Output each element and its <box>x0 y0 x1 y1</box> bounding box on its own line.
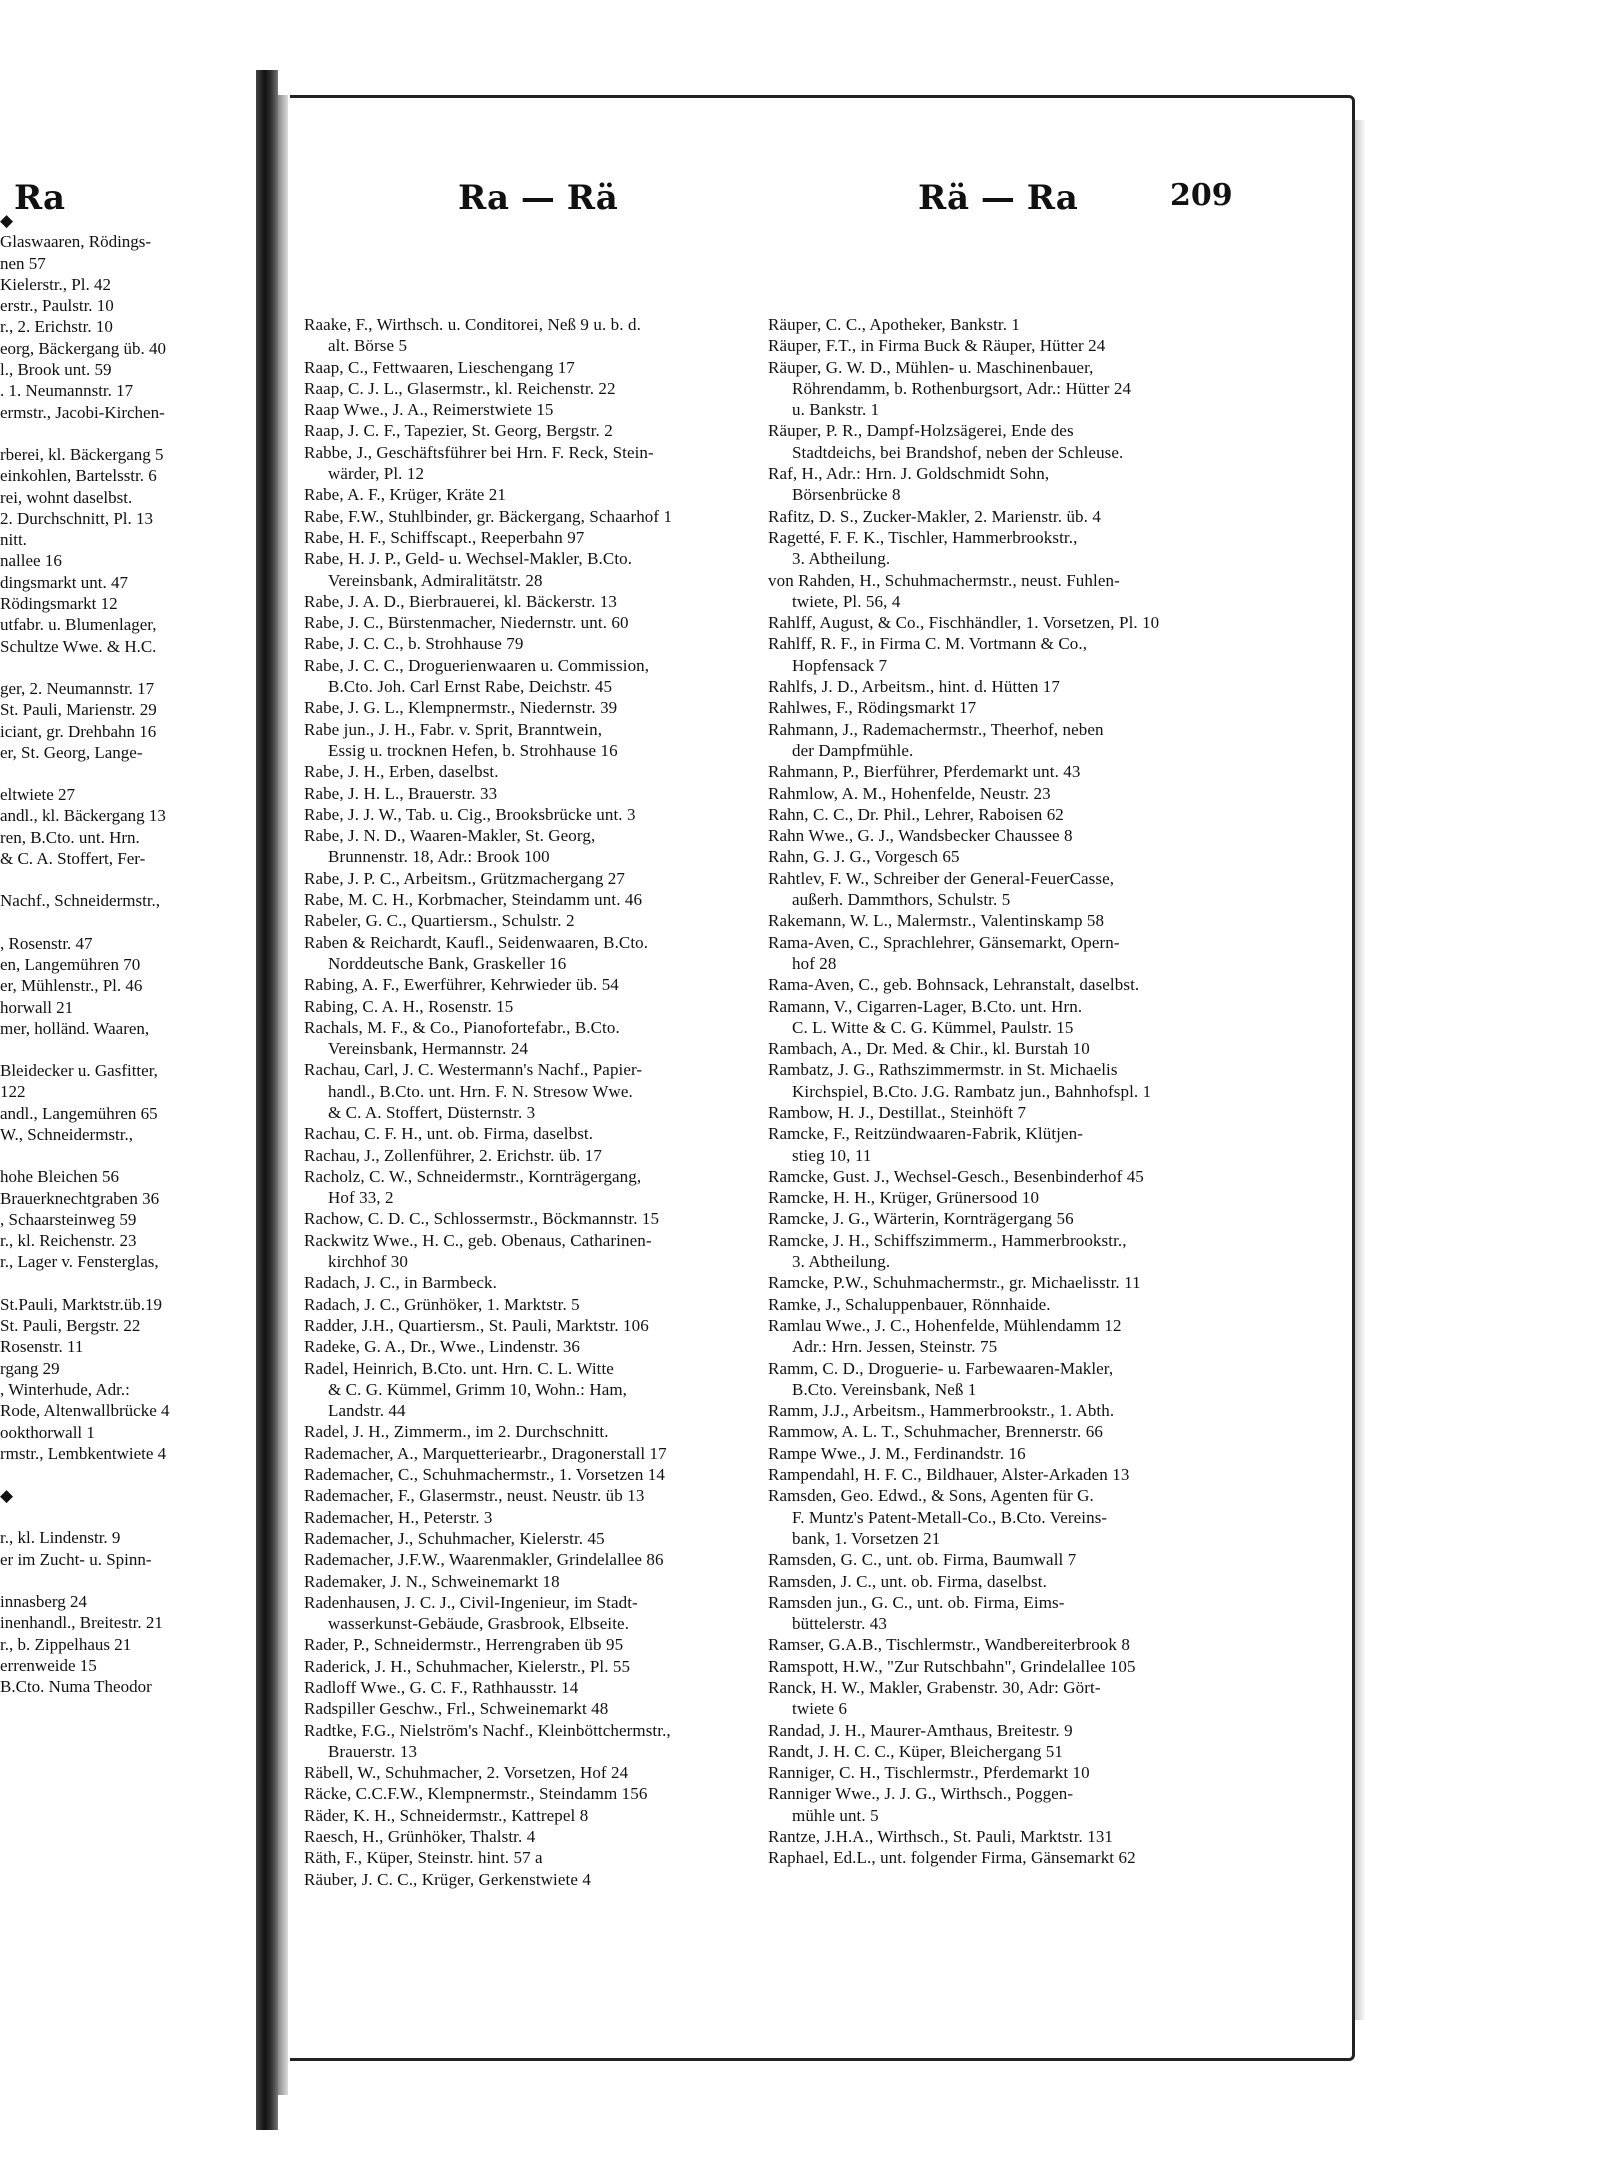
left-page-line: r., kl. Lindenstr. 9 <box>0 1528 121 1548</box>
left-page-line: eorg, Bäckergang üb. 40 <box>0 338 167 358</box>
entry-continuation: hof 28 <box>792 953 837 973</box>
directory-entry: Ranniger Wwe., J. J. G., Wirthsch., Poggen- <box>768 1784 1074 1804</box>
left-page-line: St. Pauli, Bergstr. 22 <box>0 1316 141 1336</box>
left-page-line: Rödingsmarkt 12 <box>0 594 118 614</box>
directory-entry: Raap, C. J. L., Glasermstr., kl. Reichenstr. 22 <box>304 378 616 398</box>
left-page-line: r., b. Zippelhaus 21 <box>0 1634 132 1654</box>
directory-entry: Rademaker, J. N., Schweinemarkt 18 <box>304 1571 560 1591</box>
directory-entry: Ranniger, C. H., Tischlermstr., Pferdemarkt 10 <box>768 1763 1090 1783</box>
directory-entry: Rabe, A. F., Krüger, Kräte 21 <box>304 485 506 505</box>
entry-continuation: Essig u. trocknen Hefen, b. Strohhause 16 <box>328 740 618 760</box>
directory-entry: Rademacher, A., Marquetteriearbr., Dragonerstall 17 <box>304 1443 667 1463</box>
left-page-line: ren, B.Cto. unt. Hrn. <box>0 827 140 847</box>
directory-entry: Rahn, C. C., Dr. Phil., Lehrer, Raboisen 62 <box>768 804 1064 824</box>
directory-entry: Rabe, H. F., Schiffscapt., Reeperbahn 97 <box>304 527 585 547</box>
left-page-line <box>0 1506 170 1527</box>
entry-continuation: 3. Abtheilung. <box>792 549 891 569</box>
left-page-line <box>0 1570 170 1591</box>
directory-entry: Rahmann, P., Bierführer, Pferdemarkt unt. 43 <box>768 762 1081 782</box>
entry-continuation: twiete, Pl. 56, 4 <box>792 591 901 611</box>
directory-entry: Racholz, C. W., Schneidermstr., Kornträgergang, <box>304 1166 642 1186</box>
entry-continuation: büttelerstr. 43 <box>792 1614 887 1634</box>
entry-continuation: Norddeutsche Bank, Graskeller 16 <box>328 953 567 973</box>
left-page-line: Nachf., Schneidermstr., <box>0 891 161 911</box>
left-page-line: dingsmarkt unt. 47 <box>0 572 128 592</box>
directory-entry: Rahmann, J., Rademachermstr., Theerhof, neben <box>768 719 1104 739</box>
left-page-line: iciant, gr. Drehbahn 16 <box>0 721 157 741</box>
left-page-line: St. Pauli, Marienstr. 29 <box>0 700 157 720</box>
directory-entry: Raben & Reichardt, Kaufl., Seidenwaaren, B.Cto. <box>304 932 649 952</box>
directory-entry: Rachow, C. D. C., Schlossermstr., Böckmannstr. 15 <box>304 1209 660 1229</box>
directory-entry: Ramsden, G. C., unt. ob. Firma, Baumwall 7 <box>768 1550 1077 1570</box>
entry-continuation: F. Muntz's Patent-Metall-Co., B.Cto. Vereins- <box>792 1507 1108 1527</box>
left-page-line: l., Brook unt. 59 <box>0 360 112 380</box>
left-page-line: mer, holländ. Waaren, <box>0 1018 150 1038</box>
entry-continuation: & C. A. Stoffert, Düsternstr. 3 <box>328 1102 536 1122</box>
left-page-line <box>0 869 170 890</box>
entry-continuation: Brauerstr. 13 <box>328 1741 418 1761</box>
left-page-line: erstr., Paulstr. 10 <box>0 296 114 316</box>
directory-entry: Rambow, H. J., Destillat., Steinhöft 7 <box>768 1102 1027 1122</box>
entry-continuation: kirchhof 30 <box>328 1252 408 1272</box>
directory-entry: Raap, C., Fettwaaren, Lieschengang 17 <box>304 357 575 377</box>
book-gutter <box>278 95 288 2095</box>
ornament-icon: ◆ <box>0 1486 14 1506</box>
entry-continuation: & C. G. Kümmel, Grimm 10, Wohn.: Ham, <box>328 1379 628 1399</box>
directory-entry: Rabing, C. A. H., Rosenstr. 15 <box>304 996 514 1016</box>
directory-entry: Ramspott, H.W., "Zur Rutschbahn", Grindelallee 105 <box>768 1656 1136 1676</box>
left-page-line: Schultze Wwe. & H.C. <box>0 636 157 656</box>
entry-continuation: Brunnenstr. 18, Adr.: Brook 100 <box>328 847 550 867</box>
left-page-line: St.Pauli, Marktstr.üb.19 <box>0 1294 162 1314</box>
entry-continuation: twiete 6 <box>792 1699 848 1719</box>
left-page-line: innasberg 24 <box>0 1592 88 1612</box>
left-page-line: . 1. Neumannstr. 17 <box>0 381 134 401</box>
left-page-line: r., 2. Erichstr. 10 <box>0 317 113 337</box>
entry-continuation: außerh. Dammthors, Schulstr. 5 <box>792 890 1011 910</box>
directory-entry: Rachau, J., Zollenführer, 2. Erichstr. üb. 17 <box>304 1145 602 1165</box>
directory-entry: Rafitz, D. S., Zucker-Makler, 2. Marienstr. üb. 4 <box>768 506 1101 526</box>
book-spine <box>256 70 278 2130</box>
left-page-line <box>0 763 170 784</box>
directory-entry: Rabe, M. C. H., Korbmacher, Steindamm unt. 46 <box>304 890 643 910</box>
directory-entry: Ragetté, F. F. K., Tischler, Hammerbrookstr., <box>768 527 1078 547</box>
directory-entry: Rabe, J. A. D., Bierbrauerei, kl. Bäckerstr. 13 <box>304 591 617 611</box>
left-page-line: ger, 2. Neumannstr. 17 <box>0 678 155 698</box>
left-page-line: inenhandl., Breitestr. 21 <box>0 1613 163 1633</box>
directory-entry: Rabbe, J., Geschäftsführer bei Hrn. F. Reck, Stein- <box>304 442 654 462</box>
left-page-line: , Rosenstr. 47 <box>0 933 93 953</box>
left-page-line: , Winterhude, Adr.: <box>0 1379 130 1399</box>
directory-entry: Rampendahl, H. F. C., Bildhauer, Alster-Arkaden 13 <box>768 1465 1130 1485</box>
directory-entry: Rambach, A., Dr. Med. & Chir., kl. Burstah 10 <box>768 1039 1090 1059</box>
directory-entry: Rabing, A. F., Ewerführer, Kehrwieder üb. 54 <box>304 975 619 995</box>
entry-continuation: Hof 33, 2 <box>328 1188 394 1208</box>
directory-entry: Raap, J. C. F., Tapezier, St. Georg, Bergstr. 2 <box>304 421 613 441</box>
left-page-line: W., Schneidermstr., <box>0 1124 133 1144</box>
directory-entry: Radtke, F.G., Nielström's Nachf., Kleinböttchermstr., <box>304 1720 671 1740</box>
entry-continuation: Kirchspiel, B.Cto. J.G. Rambatz jun., Bahnhofspl. 1 <box>792 1081 1152 1101</box>
directory-entry: Rabe, F.W., Stuhlbinder, gr. Bäckergang, Schaarhof 1 <box>304 506 673 526</box>
directory-entry: Rabe, J. H. L., Brauerstr. 33 <box>304 783 498 803</box>
left-page-line: andl., Langemühren 65 <box>0 1103 158 1123</box>
directory-entry: Rademacher, C., Schuhmachermstr., 1. Vorsetzen 14 <box>304 1465 665 1485</box>
directory-column-1 <box>304 314 774 1890</box>
directory-entry: Rabe, J. P. C., Arbeitsm., Grützmachergang 27 <box>304 868 626 888</box>
entry-continuation: u. Bankstr. 1 <box>792 400 880 420</box>
left-page-line: B.Cto. Numa Theodor <box>0 1677 152 1697</box>
directory-entry: Rabe, J. N. D., Waaren-Makler, St. Georg, <box>304 826 596 846</box>
right-page-header-right: Rä — Ra <box>918 178 1078 218</box>
entry-continuation: Landstr. 44 <box>328 1401 406 1421</box>
directory-entry: Rademacher, J.F.W., Waarenmakler, Grindelallee 86 <box>304 1550 664 1570</box>
entry-continuation: bank, 1. Vorsetzen 21 <box>792 1528 941 1548</box>
directory-entry: Radloff Wwe., G. C. F., Rathhausstr. 14 <box>304 1678 579 1697</box>
page-number: 209 <box>1170 178 1233 213</box>
entry-continuation: Adr.: Hrn. Jessen, Steinstr. 75 <box>792 1337 998 1357</box>
left-page-line: Kielerstr., Pl. 42 <box>0 274 111 294</box>
left-page-line <box>0 1273 170 1294</box>
left-page-line: nen 57 <box>0 253 46 273</box>
directory-entry: Radspiller Geschw., Frl., Schweinemarkt 48 <box>304 1699 609 1719</box>
directory-entry: Rachau, Carl, J. C. Westermann's Nachf., Papier- <box>304 1060 643 1080</box>
left-page-line: er, St. Georg, Lange- <box>0 742 143 762</box>
directory-entry: Ramsden, Geo. Edwd., & Sons, Agenten für G. <box>768 1486 1094 1506</box>
directory-entry: Radach, J. C., Grünhöker, 1. Marktstr. 5 <box>304 1294 580 1314</box>
directory-entry: Radel, J. H., Zimmerm., im 2. Durchschnitt. <box>304 1422 609 1442</box>
directory-entry: Räuper, G. W. D., Mühlen- u. Maschinenbauer, <box>768 357 1094 377</box>
directory-entry: Rader, P., Schneidermstr., Herrengraben üb 95 <box>304 1635 624 1655</box>
entry-continuation: Stadtdeichs, bei Brandshof, neben der Schleuse. <box>792 442 1124 462</box>
left-page-line: 2. Durchschnitt, Pl. 13 <box>0 508 153 528</box>
left-page-line: Glaswaaren, Rödings- <box>0 232 152 252</box>
entry-continuation: Vereinsbank, Hermannstr. 24 <box>328 1039 529 1059</box>
left-page-line: einkohlen, Bartelsstr. 6 <box>0 466 157 486</box>
directory-entry: Radel, Heinrich, B.Cto. unt. Hrn. C. L. Witte <box>304 1358 614 1378</box>
left-page-line: er im Zucht- u. Spinn- <box>0 1549 152 1569</box>
left-page-line: ookthorwall 1 <box>0 1422 95 1442</box>
left-page-line: hohe Bleichen 56 <box>0 1167 119 1187</box>
directory-entry: Radeke, G. A., Dr., Wwe., Lindenstr. 36 <box>304 1337 581 1357</box>
directory-entry: Rabe, J. G. L., Klempnermstr., Niedernstr. 39 <box>304 698 618 718</box>
directory-entry: Räuper, C. C., Apotheker, Bankstr. 1 <box>768 315 1021 334</box>
entry-continuation: B.Cto. Joh. Carl Ernst Rabe, Deichstr. 45 <box>328 677 613 697</box>
left-page-column <box>0 210 170 1698</box>
directory-entry: Radach, J. C., in Barmbeck. <box>304 1273 497 1293</box>
directory-entry: Rabe, J. H., Erben, daselbst. <box>304 762 499 782</box>
directory-entry: Rambatz, J. G., Rathszimmermstr. in St. Michaelis <box>768 1060 1118 1080</box>
directory-entry: Rahmlow, A. M., Hohenfelde, Neustr. 23 <box>768 783 1051 803</box>
directory-entry: Rama-Aven, C., Sprachlehrer, Gänsemarkt, Opern- <box>768 932 1120 952</box>
directory-entry: Ramcke, Gust. J., Wechsel-Gesch., Besenbinderhof 45 <box>768 1166 1144 1186</box>
directory-entry: Randt, J. H. C. C., Küper, Bleichergang 51 <box>768 1741 1064 1761</box>
directory-entry: Rammow, A. L. T., Schuhmacher, Brennerstr. 66 <box>768 1422 1103 1442</box>
entry-continuation: 3. Abtheilung. <box>792 1252 891 1272</box>
left-page-line: Rosenstr. 11 <box>0 1337 84 1357</box>
entry-continuation: der Dampfmühle. <box>792 740 914 760</box>
directory-entry: Raap Wwe., J. A., Reimerstwiete 15 <box>304 400 554 420</box>
directory-entry: Rachals, M. F., & Co., Pianofortefabr., B.Cto. <box>304 1017 620 1037</box>
left-page-line: horwall 21 <box>0 997 74 1017</box>
entry-continuation: Hopfensack 7 <box>792 655 888 675</box>
entry-continuation: wärder, Pl. 12 <box>328 464 425 484</box>
directory-entry: Räcke, C.C.F.W., Klempnermstr., Steindamm 156 <box>304 1784 648 1804</box>
directory-entry: Ramsden, J. C., unt. ob. Firma, daselbst. <box>768 1571 1047 1591</box>
left-page-line: rmstr., Lembkentwiete 4 <box>0 1443 167 1463</box>
directory-entry: Rampe Wwe., J. M., Ferdinandstr. 16 <box>768 1443 1026 1463</box>
directory-entry: Raesch, H., Grünhöker, Thalstr. 4 <box>304 1827 536 1847</box>
ornament-icon: ◆ <box>0 211 14 230</box>
left-page-header: Ra <box>14 178 66 218</box>
directory-entry: Ramsden jun., G. C., unt. ob. Firma, Eims- <box>768 1592 1065 1612</box>
directory-entry: Radenhausen, J. C. J., Civil-Ingenieur, im Stadt- <box>304 1592 638 1612</box>
directory-entry: Rabe, H. J. P., Geld- u. Wechsel-Makler, B.Cto. <box>304 549 633 569</box>
entry-continuation: handl., B.Cto. unt. Hrn. F. N. Stresow Wwe. <box>328 1081 633 1101</box>
directory-entry: Rantze, J.H.A., Wirthsch., St. Pauli, Marktstr. 131 <box>768 1827 1114 1847</box>
directory-entry: Radder, J.H., Quartiersm., St. Pauli, Marktstr. 106 <box>304 1315 649 1335</box>
left-page-line: ermstr., Jacobi-Kirchen- <box>0 402 165 422</box>
left-page-line: Bleidecker u. Gasfitter, <box>0 1061 158 1081</box>
directory-entry: Rackwitz Wwe., H. C., geb. Obenaus, Catharinen- <box>304 1230 652 1250</box>
directory-entry: Raake, F., Wirthsch. u. Conditorei, Neß 9 u. b. d. <box>304 315 641 334</box>
left-page-line: andl., kl. Bäckergang 13 <box>0 806 166 826</box>
left-page-line: rei, wohnt daselbst. <box>0 487 133 507</box>
left-page-line <box>0 1145 170 1166</box>
entry-continuation: C. L. Witte & C. G. Kümmel, Paulstr. 15 <box>792 1017 1074 1037</box>
entry-continuation: wasserkunst-Gebäude, Grasbrook, Elbseite. <box>328 1614 630 1634</box>
directory-entry: Ramann, V., Cigarren-Lager, B.Cto. unt. Hrn. <box>768 996 1083 1016</box>
left-page-line <box>0 1039 170 1060</box>
directory-entry: Ramcke, J. H., Schiffszimmerm., Hammerbrookstr., <box>768 1230 1127 1250</box>
directory-entry: Ramcke, J. G., Wärterin, Kornträgergang 56 <box>768 1209 1074 1229</box>
directory-entry: Ramm, J.J., Arbeitsm., Hammerbrookstr., 1. Abth. <box>768 1401 1115 1421</box>
directory-entry: Räbell, W., Schuhmacher, 2. Vorsetzen, Hof 24 <box>304 1763 629 1783</box>
entry-continuation: B.Cto. Vereinsbank, Neß 1 <box>792 1379 977 1399</box>
directory-entry: Rahlff, August, & Co., Fischhändler, 1. Vorsetzen, Pl. 10 <box>768 613 1160 633</box>
directory-entry: Rama-Aven, C., geb. Bohnsack, Lehranstalt, daselbst. <box>768 975 1140 995</box>
directory-entry: Räth, F., Küper, Steinstr. hint. 57 a <box>304 1848 543 1868</box>
left-page-line: Brauerknechtgraben 36 <box>0 1188 160 1208</box>
directory-entry: Rabe, J. C., Bürstenmacher, Niedernstr. unt. 60 <box>304 613 629 633</box>
directory-entry: Rademacher, F., Glasermstr., neust. Neustr. üb 13 <box>304 1486 645 1506</box>
directory-entry: Räuper, F.T., in Firma Buck & Räuper, Hütter 24 <box>768 336 1106 356</box>
left-page-line <box>0 1464 170 1485</box>
left-page-line: rgang 29 <box>0 1358 60 1378</box>
left-page-line: rberei, kl. Bäckergang 5 <box>0 444 164 464</box>
left-page-line: errenweide 15 <box>0 1655 97 1675</box>
left-page-line: er, Mühlenstr., Pl. 46 <box>0 976 143 996</box>
left-page-line: 122 <box>0 1082 26 1102</box>
entry-continuation: Börsenbrücke 8 <box>792 485 901 505</box>
right-page-header-left: Ra — Rä <box>458 178 618 218</box>
directory-entry: Randad, J. H., Maurer-Amthaus, Breitestr. 9 <box>768 1720 1073 1740</box>
directory-entry: Rahlfs, J. D., Arbeitsm., hint. d. Hütten 17 <box>768 677 1060 697</box>
directory-entry: Rabe jun., J. H., Fabr. v. Sprit, Branntwein, <box>304 719 603 739</box>
left-page-line: Rode, Altenwallbrücke 4 <box>0 1401 170 1421</box>
directory-entry: Rademacher, J., Schuhmacher, Kielerstr. 45 <box>304 1528 605 1548</box>
directory-entry: Rahtlev, F. W., Schreiber der General-FeuerCasse, <box>768 868 1115 888</box>
directory-entry: Rahn Wwe., G. J., Wandsbecker Chaussee 8 <box>768 826 1073 846</box>
left-page-line <box>0 657 170 678</box>
left-page-line <box>0 912 170 933</box>
entry-continuation: stieg 10, 11 <box>792 1145 872 1165</box>
directory-entry: Rademacher, H., Peterstr. 3 <box>304 1507 493 1527</box>
right-page <box>290 95 1355 2061</box>
left-page <box>0 150 268 2070</box>
left-page-line: nallee 16 <box>0 551 62 571</box>
left-page-line: r., kl. Reichenstr. 23 <box>0 1231 137 1251</box>
left-page-line: utfabr. u. Blumenlager, <box>0 615 157 635</box>
entry-continuation: Vereinsbank, Admiralitätstr. 28 <box>328 570 543 590</box>
directory-entry: Rachau, C. F. H., unt. ob. Firma, daselbst. <box>304 1124 594 1144</box>
directory-entry: Rabe, J. C. C., Droguerienwaaren u. Commission, <box>304 655 650 675</box>
directory-column-2 <box>768 314 1238 1869</box>
directory-entry: Rahn, G. J. G., Vorgesch 65 <box>768 847 960 867</box>
left-page-line: , Schaarsteinweg 59 <box>0 1209 137 1229</box>
directory-entry: Rabe, J. J. W., Tab. u. Cig., Brooksbrücke unt. 3 <box>304 804 636 824</box>
directory-entry: Raderick, J. H., Schuhmacher, Kielerstr., Pl. 55 <box>304 1656 631 1676</box>
left-page-line <box>0 423 170 444</box>
left-page-line: en, Langemühren 70 <box>0 954 141 974</box>
directory-entry: Ramke, J., Schaluppenbauer, Rönnhaide. <box>768 1294 1051 1314</box>
directory-entry: Räuber, J. C. C., Krüger, Gerkenstwiete 4 <box>304 1869 591 1889</box>
directory-entry: Ramcke, P.W., Schuhmachermstr., gr. Michaelisstr. 11 <box>768 1273 1141 1293</box>
directory-entry: Räuper, P. R., Dampf-Holzsägerei, Ende des <box>768 421 1074 441</box>
entry-continuation: alt. Börse 5 <box>328 336 408 356</box>
directory-entry: Räder, K. H., Schneidermstr., Kattrepel 8 <box>304 1805 589 1825</box>
directory-entry: Ramm, C. D., Droguerie- u. Farbewaaren-Makler, <box>768 1358 1114 1378</box>
directory-entry: Rabeler, G. C., Quartiersm., Schulstr. 2 <box>304 911 575 931</box>
directory-entry: Raphael, Ed.L., unt. folgender Firma, Gänsemarkt 62 <box>768 1848 1136 1868</box>
directory-entry: Rahlwes, F., Rödingsmarkt 17 <box>768 698 977 718</box>
directory-entry: Ramlau Wwe., J. C., Hohenfelde, Mühlendamm 12 <box>768 1315 1122 1335</box>
directory-entry: Rabe, J. C. C., b. Strohhause 79 <box>304 634 524 654</box>
directory-entry: Rahlff, R. F., in Firma C. M. Vortmann & Co., <box>768 634 1088 654</box>
directory-entry: Ramser, G.A.B., Tischlermstr., Wandbereiterbrook 8 <box>768 1635 1130 1655</box>
left-page-line: r., Lager v. Fensterglas, <box>0 1252 159 1272</box>
directory-entry: von Rahden, H., Schuhmachermstr., neust. Fuhlen- <box>768 570 1120 590</box>
directory-entry: Ramcke, H. H., Krüger, Grünersood 10 <box>768 1188 1040 1208</box>
left-page-line: eltwiete 27 <box>0 785 76 805</box>
directory-entry: Ramcke, F., Reitzündwaaren-Fabrik, Klütjen- <box>768 1124 1083 1144</box>
left-page-line: nitt. <box>0 530 27 550</box>
left-page-line: & C. A. Stoffert, Fer- <box>0 849 146 869</box>
entry-continuation: mühle unt. 5 <box>792 1805 879 1825</box>
directory-entry: Rakemann, W. L., Malermstr., Valentinskamp 58 <box>768 911 1105 931</box>
entry-continuation: Röhrendamm, b. Rothenburgsort, Adr.: Hütter 24 <box>792 378 1132 398</box>
directory-entry: Ranck, H. W., Makler, Grabenstr. 30, Adr: Gört- <box>768 1678 1101 1697</box>
directory-entry: Raf, H., Adr.: Hrn. J. Goldschmidt Sohn, <box>768 464 1050 484</box>
